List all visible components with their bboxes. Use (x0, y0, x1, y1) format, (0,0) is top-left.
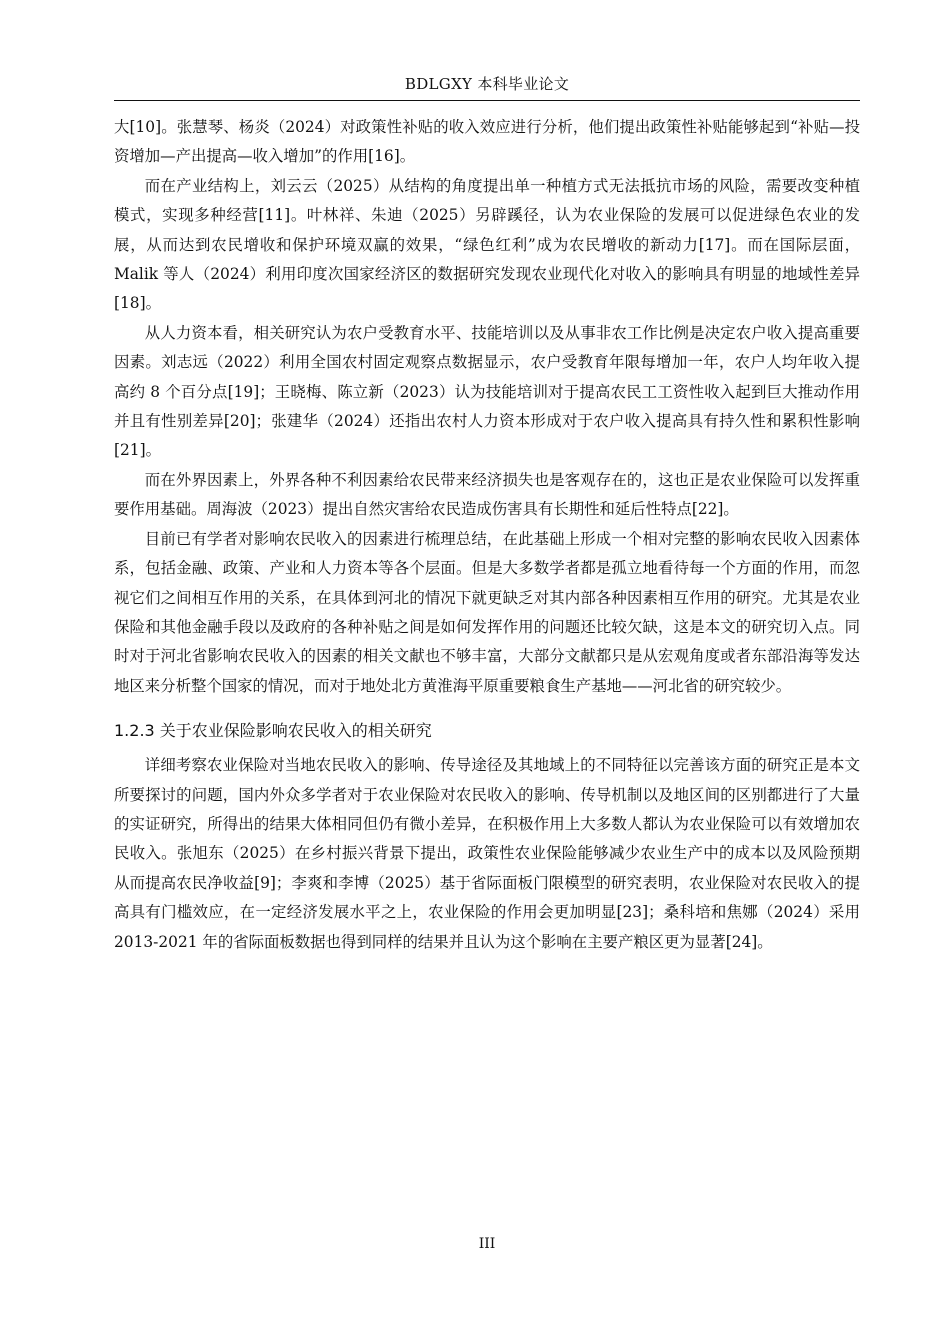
document-body (114, 113, 860, 957)
section-heading: 1.2.3 关于农业保险影响农民收入的相关研究 (114, 721, 432, 741)
page-header: BDLGXY 本科毕业论文 (404, 75, 570, 93)
paragraph-industry-structure: 而在产业结构上，刘云云（2025）从结构的角度提出单一种植方式无法抵抗市场的风险，需要改变种植模式，实现多种经营[11]。叶林祥、朱迪（2025）另辟蹊径，认为农业保险的发展可以促进绿色农业的发展，从而达到农民增收和保护环境双赢的效果，“绿色红利”成为农民增收的新动力[17]。而在国际层面，Malik 等人（2024）利用印度次国家经济区的数据研究发现农业现代化对收入的影响具有明显的地域性差异[18]。 (114, 176, 860, 313)
paragraph-external-factors: 而在外界因素上，外界各种不利因素给农民带来经济损失也是客观存在的，这也正是农业保险可以发挥重要作用基础。周海波（2023）提出自然灾害给农民造成伤害具有长期性和延后性特点[22]。 (114, 470, 860, 519)
paragraph-human-capital: 从人力资本看，相关研究认为农户受教育水平、技能培训以及从事非农工作比例是决定农户收入提高重要因素。刘志远（2022）利用全国农村固定观察点数据显示，农户受教育年限每增加一年，农户人均年收入提高约 8 个百分点[19]；王晓梅、陈立新（2023）认为技能培训对于提高农民工工资性收入起到巨大推动作用并且有性别差异[20]；张建华（2024）还指出农村人力资本形成对于农户收入提高具有持久性和累积性影响[21]。 (114, 323, 860, 460)
header-divider (114, 100, 860, 101)
paragraph-summary: 目前已有学者对影响农民收入的因素进行梳理总结，在此基础上形成一个相对完整的影响农民收入因素体系，包括金融、政策、产业和人力资本等各个层面。但是大多数学者都是孤立地看待每一个方面的作用，而忽视它们之间相互作用的关系，在具体到河北的情况下就更缺乏对其内部各种因素相互作用的研究。尤其是农业保险和其他金融手段以及政府的各种补贴之间是如何发挥作用的问题还比较欠缺，这是本文的研究切入点。同时对于河北省影响农民收入的因素的相关文献也不够丰富，大部分文献都只是从宏观角度或者东部沿海等发达地区来分析整个国家的情况，而对于地处北方黄淮海平原重要粮食生产基地——河北省的研究较少。 (114, 529, 860, 695)
paragraph-continued: 大[10]。张慧琴、杨炎（2024）对政策性补贴的收入效应进行分析，他们提出政策性补贴能够起到“补贴—投资增加—产出提高—收入增加”的作用[16]。 (114, 118, 860, 166)
paragraph-insurance-research: 详细考察农业保险对当地农民收入的影响、传导途径及其地域上的不同特征以完善该方面的研究正是本文所要探讨的问题，国内外众多学者对于农业保险对农民收入的影响、传导机制以及地区间的区别都进行了大量的实证研究，所得出的结果大体相同但仍有微小差异，在积极作用上大多数人都认为农业保险可以有效增加农民收入。张旭东（2025）在乡村振兴背景下提出，政策性农业保险能够减少农业生产中的成本以及风险预期从而提高农民净收益[9]；李爽和李博（2025）基于省际面板门限模型的研究表明，农业保险对农民收入的提高具有门槛效应，在一定经济发展水平之上，农业保险的作用会更加明显[23]；桑科培和焦娜（2024）采用 2013-2021 年的省际面板数据也得到同样的结果并且认为这个影响在主要产粮区更为显著[24]。 (114, 756, 860, 951)
page-number: III (478, 1236, 496, 1252)
